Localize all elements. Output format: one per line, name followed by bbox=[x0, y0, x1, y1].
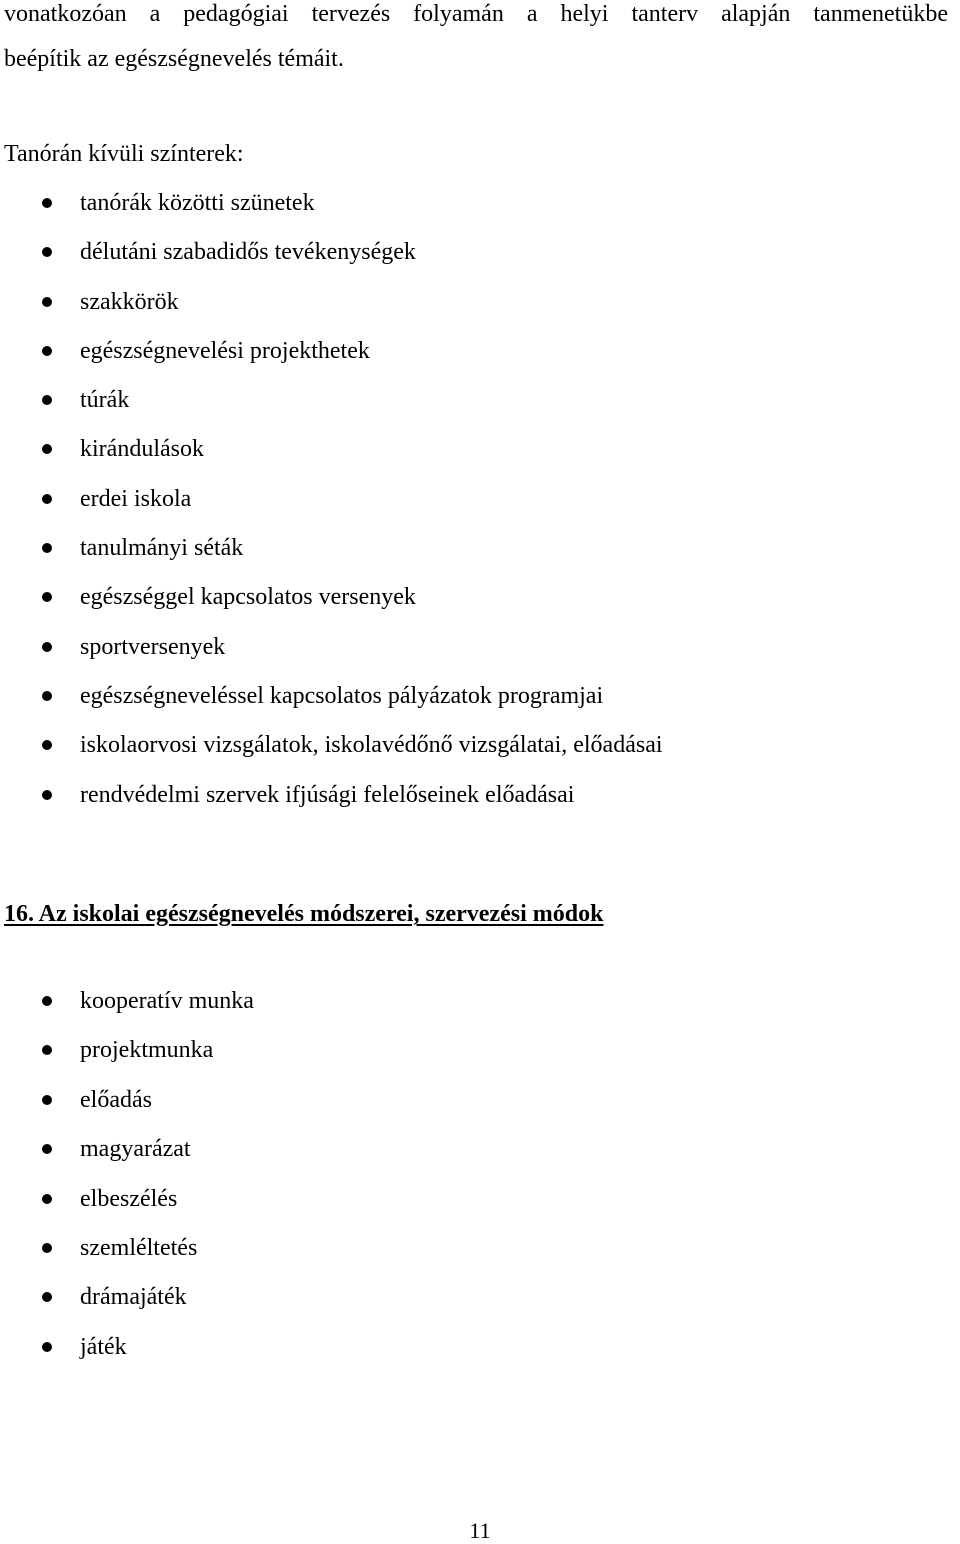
list-item bbox=[0, 633, 663, 682]
list-item bbox=[0, 583, 663, 632]
list-item-text: szakkörök bbox=[80, 288, 179, 315]
list-item-text: előadás bbox=[80, 1086, 152, 1113]
list-item-text: délutáni szabadidős tevékenységek bbox=[80, 239, 416, 266]
list-item-text: kirándulások bbox=[80, 436, 204, 463]
bullet-icon bbox=[42, 996, 52, 1006]
list-item bbox=[0, 1086, 254, 1135]
list-item-text: tanulmányi séták bbox=[80, 535, 244, 562]
list-item bbox=[0, 337, 663, 386]
list-item-text: erdei iskola bbox=[80, 485, 192, 512]
bullet-icon bbox=[42, 1095, 52, 1105]
list-item bbox=[0, 534, 663, 583]
list-item bbox=[0, 386, 663, 435]
bullet-icon bbox=[42, 198, 52, 208]
intro-paragraph-line-2: beépítik az egészségnevelés témáit. bbox=[4, 46, 344, 72]
list-item-text: szemléltetés bbox=[80, 1234, 198, 1261]
bullet-icon bbox=[42, 1045, 52, 1055]
bullet-icon bbox=[42, 642, 52, 652]
bullet-icon bbox=[42, 1342, 52, 1352]
list-item bbox=[0, 781, 663, 830]
extracurricular-list bbox=[0, 189, 663, 830]
list-item bbox=[0, 1333, 254, 1382]
bullet-icon bbox=[42, 691, 52, 701]
list-item-text: játék bbox=[80, 1333, 127, 1360]
bullet-icon bbox=[42, 494, 52, 504]
list-item bbox=[0, 485, 663, 534]
list-item bbox=[0, 435, 663, 484]
bullet-icon bbox=[42, 346, 52, 356]
list-item-text: egészségneveléssel kapcsolatos pályázatok programjai bbox=[80, 682, 604, 709]
list-item bbox=[0, 1185, 254, 1234]
list-item-text: tanórák közötti szünetek bbox=[80, 190, 315, 216]
bullet-icon bbox=[42, 1292, 52, 1302]
bullet-icon bbox=[42, 247, 52, 257]
list-item-text: sportversenyek bbox=[80, 633, 226, 660]
intro-paragraph-line-1: vonatkozóan a pedagógiai tervezés folyamán a helyi tanterv alapján tanmenetükbe bbox=[4, 1, 948, 27]
list-item bbox=[0, 288, 663, 337]
bullet-icon bbox=[42, 1194, 52, 1204]
list-item-text: rendvédelmi szervek ifjúsági felelőseinek előadásai bbox=[80, 781, 575, 808]
bullet-icon bbox=[42, 1144, 52, 1154]
list-item bbox=[0, 1036, 254, 1085]
list-item-text: iskolaorvosi vizsgálatok, iskolavédőnő vizsgálatai, előadásai bbox=[80, 732, 663, 759]
list-item-text: kooperatív munka bbox=[80, 988, 254, 1014]
list-item bbox=[0, 238, 663, 287]
section-heading-methods: 16. Az iskolai egészségnevelés módszerei, szervezési módok bbox=[4, 901, 604, 927]
list-item-text: egészséggel kapcsolatos versenyek bbox=[80, 584, 416, 611]
list-item-text: elbeszélés bbox=[80, 1185, 178, 1212]
bullet-icon bbox=[42, 297, 52, 307]
page-number: 11 bbox=[469, 1518, 491, 1543]
list-item bbox=[0, 1135, 254, 1184]
methods-list bbox=[0, 987, 254, 1382]
extracurricular-label: Tanórán kívüli színterek: bbox=[4, 141, 244, 167]
bullet-icon bbox=[42, 790, 52, 800]
list-item-text: drámajáték bbox=[80, 1284, 187, 1311]
bullet-icon bbox=[42, 1243, 52, 1253]
list-item-text: magyarázat bbox=[80, 1136, 191, 1163]
bullet-icon bbox=[42, 444, 52, 454]
list-item-text: egészségnevelési projekthetek bbox=[80, 337, 370, 364]
list-item bbox=[0, 189, 663, 238]
bullet-icon bbox=[42, 592, 52, 602]
list-item bbox=[0, 731, 663, 780]
list-item bbox=[0, 682, 663, 731]
bullet-icon bbox=[42, 543, 52, 553]
bullet-icon bbox=[42, 740, 52, 750]
list-item-text: projektmunka bbox=[80, 1037, 214, 1064]
bullet-icon bbox=[42, 395, 52, 405]
list-item bbox=[0, 1234, 254, 1283]
list-item bbox=[0, 987, 254, 1036]
list-item bbox=[0, 1283, 254, 1332]
list-item-text: túrák bbox=[80, 387, 130, 414]
